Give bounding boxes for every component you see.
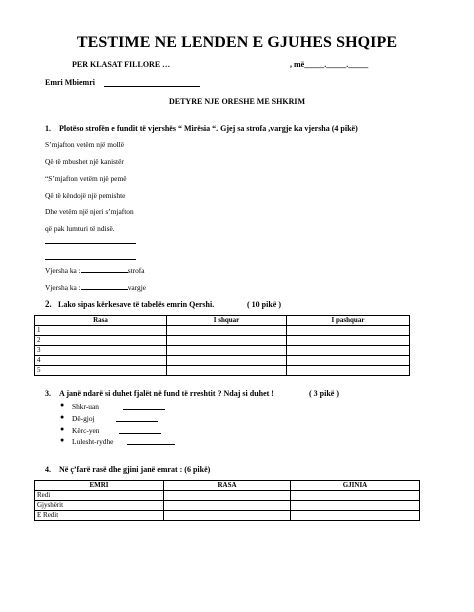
row-number: 3	[35, 346, 167, 356]
subtitle: DETYRE NJE ORESHE ME SHKRIM	[168, 97, 306, 106]
poem-line: Që të këndojë një pemishte	[45, 191, 126, 200]
cell-i-pashquar[interactable]	[287, 336, 410, 346]
header-gjinia: GJINIA	[291, 481, 420, 491]
answer-line[interactable]	[45, 259, 136, 260]
cell-i-pashquar[interactable]	[287, 346, 410, 356]
header-rasa: Rasa	[35, 316, 167, 326]
word-item: Lulesht-rydhe	[72, 437, 114, 446]
cell-i-pashquar[interactable]	[287, 356, 410, 366]
list-item	[72, 437, 113, 446]
table-row	[35, 326, 410, 336]
poem-line: S’mjafton vetëm një mollë	[45, 140, 125, 149]
poem-line: “S’mjafton vetëm një pemë	[45, 174, 127, 183]
q3-points: ( 3 pikë )	[309, 389, 339, 398]
cell-rasa[interactable]	[164, 511, 291, 521]
split-blank[interactable]	[127, 444, 175, 445]
poem-line: Që të mbushet një kanistër	[45, 157, 124, 166]
word-item: Shkr-uan	[72, 402, 99, 411]
cell-i-shquar[interactable]	[167, 336, 287, 346]
count-prefix: Vjersha ka :	[45, 283, 81, 292]
cell-i-shquar[interactable]	[167, 326, 287, 336]
cell-i-pashquar[interactable]	[287, 366, 410, 376]
q3-number: 3.	[45, 389, 51, 398]
word-item: Kërc-yen	[72, 426, 100, 435]
noun-cell: Redi	[35, 491, 164, 501]
table-row	[35, 511, 420, 521]
count-suffix: vargje	[127, 283, 147, 292]
split-blank[interactable]	[119, 433, 161, 434]
list-item	[72, 414, 95, 423]
table-row	[35, 356, 410, 366]
row-number: 1	[35, 326, 167, 336]
table-row	[35, 336, 410, 346]
row-number: 5	[35, 366, 167, 376]
cell-gjinia[interactable]	[291, 491, 420, 501]
class-line: PER KLASAT FILLORE …	[72, 60, 171, 69]
q4-table	[34, 480, 420, 521]
list-item	[72, 426, 100, 435]
q2-number: 2.	[45, 299, 52, 309]
vargje-count-row	[45, 283, 146, 292]
bullet-icon: ●	[60, 401, 65, 409]
q4-instruction: Në ç’farë rasë dhe gjini janë emrat : (6 pikë)	[59, 465, 211, 474]
header-emri: EMRI	[35, 481, 164, 491]
header-i-shquar: I shquar	[167, 316, 287, 326]
table-row	[35, 346, 410, 356]
q3-instruction: A janë ndarë si duhet fjalët në fund të rreshtit ? Ndaj si duhet !	[59, 389, 274, 398]
list-item	[72, 402, 99, 411]
header-i-pashquar: I pashquar	[287, 316, 410, 326]
split-blank[interactable]	[116, 421, 158, 422]
header-rasa: RASA	[164, 481, 291, 491]
poem-line: që pak lumturi të ndisë.	[45, 224, 115, 233]
table-header-row	[35, 316, 410, 326]
word-item: Dë-gjoj	[72, 414, 95, 423]
q2-points: ( 10 pikë )	[247, 300, 281, 309]
vargje-blank[interactable]	[81, 289, 128, 290]
row-number: 2	[35, 336, 167, 346]
count-suffix: strofa	[127, 266, 145, 275]
cell-i-pashquar[interactable]	[287, 326, 410, 336]
poem-line: Dhe vetëm një njeri s’mjafton	[45, 207, 134, 216]
page-title: TESTIME NE LENDEN E GJUHES SHQIPE	[76, 34, 398, 51]
bullet-icon: ●	[60, 436, 65, 444]
cell-rasa[interactable]	[164, 491, 291, 501]
table-row	[35, 491, 420, 501]
table-header-row	[35, 481, 420, 491]
strofa-blank[interactable]	[81, 272, 128, 273]
row-number: 4	[35, 356, 167, 366]
q1-instruction: Plotëso strofën e fundit të vjershës “ Mirësia “. Gjej sa strofa ,vargje ka vjersha (4 pikë)	[59, 124, 358, 133]
table-row	[35, 501, 420, 511]
name-label: Emri Mbiemri	[45, 78, 95, 87]
answer-line[interactable]	[45, 243, 136, 244]
cell-i-shquar[interactable]	[167, 346, 287, 356]
q2-instruction: Lako sipas kërkesave të tabelës emrin Qershi.	[58, 300, 215, 309]
date-line: , më_____._____._____	[290, 60, 369, 69]
bullet-icon: ●	[60, 425, 65, 433]
cell-gjinia[interactable]	[291, 511, 420, 521]
q4-number: 4.	[45, 465, 51, 474]
cell-gjinia[interactable]	[291, 501, 420, 511]
count-prefix: Vjersha ka :	[45, 266, 81, 275]
q1-number: 1.	[45, 124, 51, 133]
cell-rasa[interactable]	[164, 501, 291, 511]
table-row	[35, 366, 410, 376]
cell-i-shquar[interactable]	[167, 356, 287, 366]
bullet-icon: ●	[60, 413, 65, 421]
split-blank[interactable]	[123, 409, 165, 410]
noun-cell: Gjyshërit	[35, 501, 164, 511]
name-blank[interactable]	[104, 86, 200, 87]
q2-table	[34, 315, 410, 376]
cell-i-shquar[interactable]	[167, 366, 287, 376]
strofa-count-row	[45, 266, 145, 275]
noun-cell: E Redit	[35, 511, 164, 521]
